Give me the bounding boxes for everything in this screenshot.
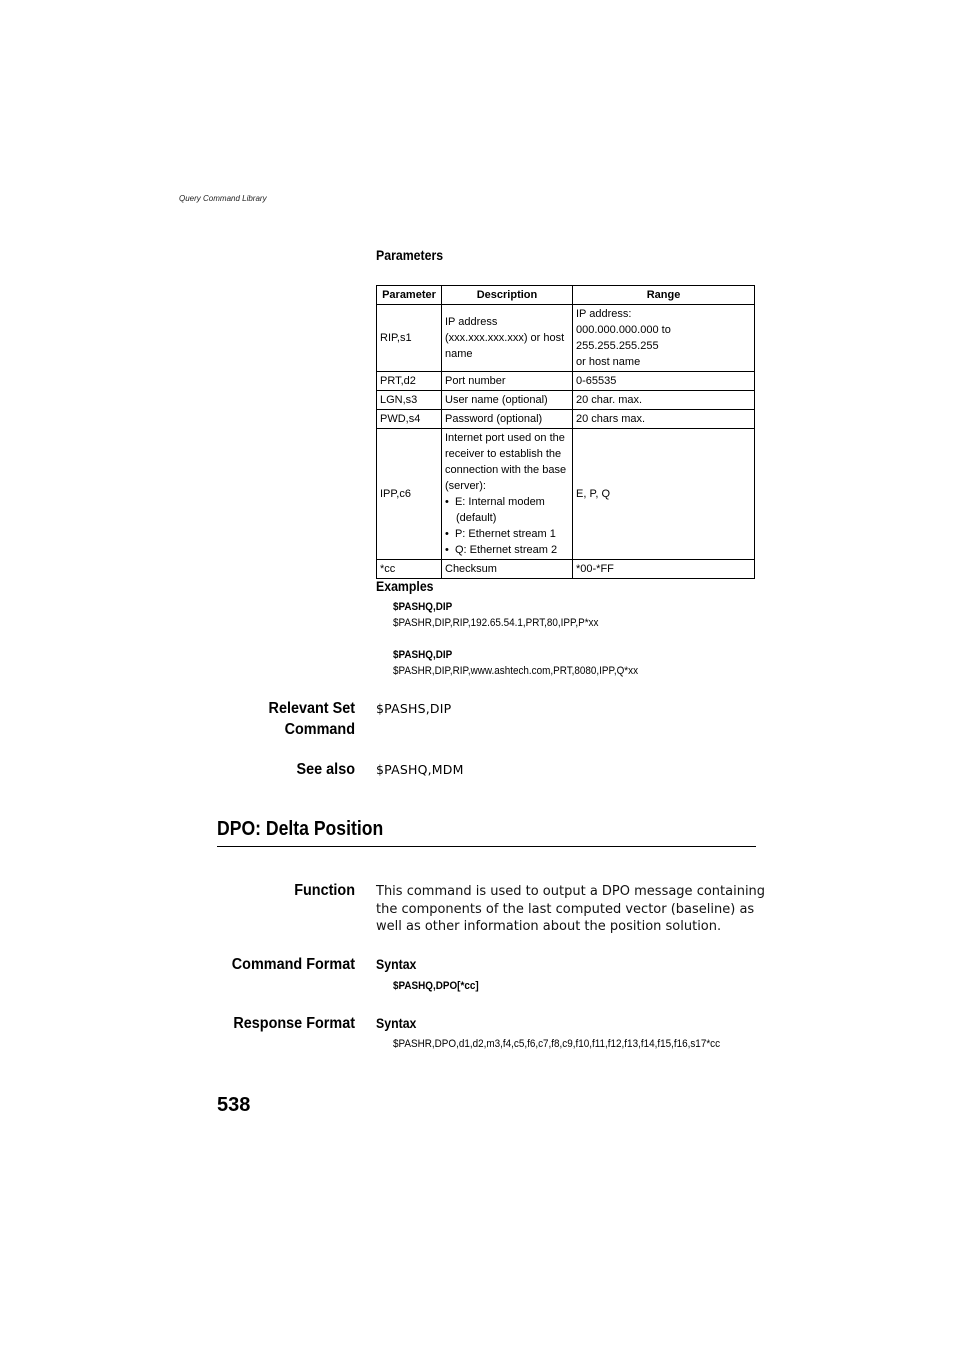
bullet-text: Q: Ethernet stream 2 (454, 544, 558, 556)
param-cell: IPP,c6 (377, 429, 442, 560)
section-divider (217, 846, 756, 847)
desc-line: (server): (445, 480, 486, 492)
examples-heading: Examples (376, 578, 434, 594)
bullet-item: • E: Internal modem (default) (445, 496, 545, 524)
bullet-item: • P: Ethernet stream 1 (445, 528, 556, 540)
desc-cell: Port number (442, 372, 573, 391)
table-header-row (377, 286, 755, 305)
see-also-value: $PASHQ,MDM (376, 762, 464, 777)
bullet-item: • Q: Ethernet stream 2 (445, 544, 558, 556)
param-cell: *cc (377, 560, 442, 579)
range-cell: E, P, Q (573, 429, 755, 560)
relevant-set-value: $PASHS,DIP (376, 701, 452, 716)
response-syntax: $PASHR,DPO,d1,d2,m3,f4,c5,f6,c7,f8,c9,f10,f11,f12,f13,f14,f15,f16,s17*cc (393, 1038, 721, 1050)
range-cell: *00-*FF (573, 560, 755, 579)
example-response: $PASHR,DIP,RIP,192.65.54.1,PRT,80,IPP,P*xx (393, 617, 599, 629)
desc-line: connection with the base (445, 464, 567, 476)
table-row (377, 372, 755, 391)
desc-cell: User name (optional) (442, 391, 573, 410)
command-syntax (393, 980, 479, 992)
syntax-text: $PASHQ,DPO[*cc] (393, 980, 479, 992)
example-query (393, 649, 452, 661)
example-query (393, 601, 452, 613)
label-line: Relevant Set (268, 700, 355, 717)
command-format-label: Command Format (231, 956, 355, 973)
table-row (377, 305, 755, 372)
table-row (377, 560, 755, 579)
desc-line: IP address (445, 316, 498, 328)
desc-cell (442, 429, 573, 560)
table-row (377, 391, 755, 410)
running-header: Query Command Library (179, 194, 267, 203)
desc-line: (xxx.xxx.xxx.xxx) or host (445, 332, 565, 344)
param-cell: PWD,s4 (377, 410, 442, 429)
bullet-text: P: Ethernet stream 1 (454, 528, 556, 540)
see-also-label: See also (296, 761, 355, 778)
param-cell: PRT,d2 (377, 372, 442, 391)
query-text: $PASHQ,DIP (393, 649, 453, 661)
text-line: well as other information about the position solution. (376, 919, 722, 934)
range-cell: 0-65535 (573, 372, 755, 391)
example-response: $PASHR,DIP,RIP,www.ashtech.com,PRT,8080,IPP,Q*xx (393, 665, 639, 677)
desc-line: receiver to establish the (445, 448, 562, 460)
syntax-heading: Syntax (376, 1015, 417, 1031)
desc-cell: Password (optional) (442, 410, 573, 429)
relevant-set-label (193, 698, 355, 740)
param-cell: LGN,s3 (377, 391, 442, 410)
range-line: or host name (576, 356, 641, 368)
range-cell: 20 char. max. (573, 391, 755, 410)
function-description (376, 883, 765, 936)
query-text: $PASHQ,DIP (393, 601, 453, 613)
table-row (377, 410, 755, 429)
section-title: DPO: Delta Position (217, 818, 384, 840)
syntax-heading: Syntax (376, 956, 417, 972)
bullet-text: E: Internal modem (default) (454, 496, 545, 524)
param-cell: RIP,s1 (377, 305, 442, 372)
range-line: IP address: (576, 308, 632, 320)
range-line: 000.000.000.000 to 255.255.255.255 (576, 324, 671, 352)
column-header: Description (442, 286, 573, 305)
text-line: This command is used to output a DPO message containing (376, 884, 766, 899)
desc-cell: Checksum (442, 560, 573, 579)
column-header: Parameter (377, 286, 442, 305)
label-line: Command (284, 721, 355, 738)
desc-cell (442, 305, 573, 372)
desc-line: Internet port used on the (445, 432, 565, 444)
function-label: Function (294, 882, 355, 899)
parameters-table (376, 285, 755, 579)
desc-line: name (445, 348, 473, 360)
range-cell: 20 chars max. (573, 410, 755, 429)
column-header: Range (573, 286, 755, 305)
page-number: 538 (217, 1094, 251, 1116)
range-cell (573, 305, 755, 372)
table-row (377, 429, 755, 560)
text-line: the components of the last computed vector (baseline) as (376, 901, 755, 917)
response-format-label: Response Format (233, 1015, 355, 1032)
parameters-heading: Parameters (376, 247, 444, 263)
